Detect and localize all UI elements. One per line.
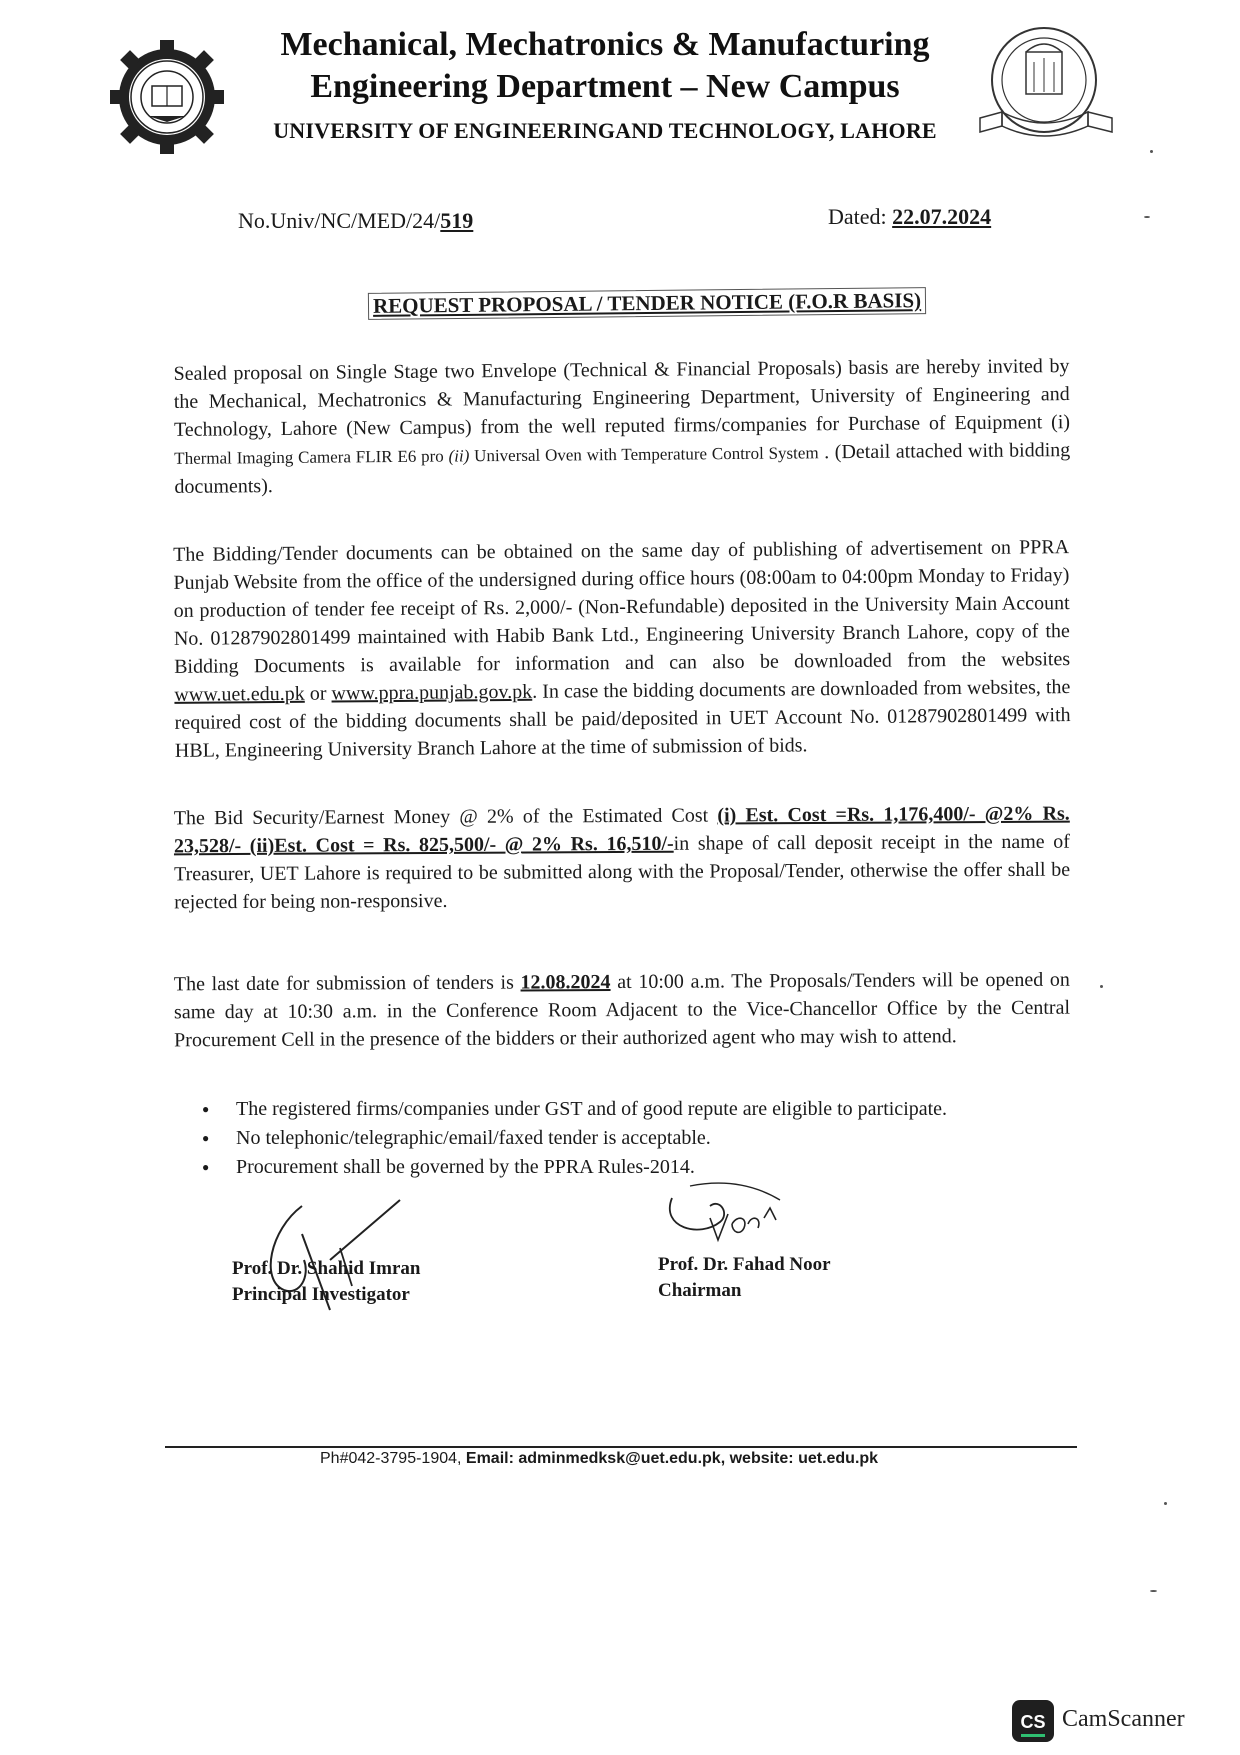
paragraph-invitation <box>173 352 1070 501</box>
signatory-title: Principal Investigator <box>232 1284 410 1305</box>
reference-number <box>238 208 473 234</box>
p3-text-b: in shape of call deposit receipt in the name of Treasurer, UET Lahore is required to be submitted along with the Proposal/Tender, otherwise the offer shall be rejected for being non-responsive. <box>174 830 1071 914</box>
paragraph-deadline <box>174 966 1070 1055</box>
signatory-principal-investigator <box>232 1256 420 1308</box>
camscanner-badge-text: CS <box>1020 1712 1046 1732</box>
p4-text-b: at 10:00 a.m. The Proposals/Tenders will be opened on same day at 10:30 a.m. in the Conference Room Adjacent to the Vice-Chancellor Office by the Central Procurement Cell in the presence of the bidders or their authorized agent who may wish to attend. <box>173 968 1071 1052</box>
p2-text-b: . In case the bidding documents are downloaded from websites, the required cost of the bidding documents shall be paid/deposited in UET Account No. 01287902801499 with HBL, Engineering University Branch Lahore at the time of submission of bids. <box>174 676 1071 762</box>
condition-item: ● The registered firms/companies under GST and of good repute are eligible to participate. <box>200 1095 1060 1124</box>
footer-divider <box>165 1446 1077 1448</box>
submission-deadline: 12.08.2024 <box>520 971 611 994</box>
signatory-title: Chairman <box>658 1280 742 1301</box>
footer-website[interactable]: uet.edu.pk <box>798 1450 879 1467</box>
footer-email[interactable]: adminmedksk@uet.edu.pk, <box>518 1450 730 1467</box>
dated-label: Dated: <box>828 204 893 229</box>
signatory-name: Prof. Dr. Shahid Imran <box>232 1258 421 1279</box>
uet-website-link[interactable]: www.uet.edu.pk <box>174 682 305 706</box>
university-gear-logo <box>108 38 226 156</box>
equipment-item-1: Thermal Imaging Camera FLIR E6 pro <box>174 446 444 468</box>
scan-speck <box>1100 985 1103 988</box>
notice-title: REQUEST PROPOSAL / TENDER NOTICE (F.O.R BASIS) <box>368 287 926 320</box>
signatory-name: Prof. Dr. Fahad Noor <box>658 1254 831 1275</box>
estimated-cost-detail: (i) Est. Cost =Rs. 1,176,400/- @2% Rs. 23,528/- (ii)Est. Cost = Rs. 825,500/- @ 2% Rs. 16,510/- <box>173 802 1070 858</box>
reference-serial: 519 <box>440 208 474 233</box>
camscanner-watermark: CamScanner <box>1062 1706 1185 1732</box>
department-name <box>240 24 970 108</box>
reference-date <box>828 204 991 230</box>
p2-text-a: The Bidding/Tender documents can be obtained on the same day of publishing of advertisement on PPRA Punjab Website from the office of the undersigned during office hours (08:00am to 04:00pm Monday to Friday) on production of tender fee receipt of Rs. 2,000/- (Non-Refundable) deposited in the University Main Account No. 01287902801499 maintained with Habib Bank Ltd., Engineering University Branch Lahore, copy of the Bidding Documents is available for information and can also be downloaded from the websites <box>173 536 1071 678</box>
reference-prefix: No.Univ/NC/MED/24/ <box>238 208 441 233</box>
university-name: UNIVERSITY OF ENGINEERINGAND TECHNOLOGY, LAHORE <box>273 118 937 143</box>
camscanner-logo-icon <box>1012 1700 1054 1742</box>
equipment-item-2: Universal Oven with Temperature Control System <box>469 443 819 466</box>
department-line-1: Mechanical, Mechatronics & Manufacturing <box>280 26 930 63</box>
p3-text-a: The Bid Security/Earnest Money @ 2% of the Estimated Cost <box>173 804 718 830</box>
scan-speck <box>1150 150 1153 153</box>
scan-speck <box>1144 216 1150 218</box>
footer-email-label: Email: <box>465 1450 519 1467</box>
ppra-website-link[interactable]: www.ppra.punjab.gov.pk <box>331 680 533 705</box>
conditions-list <box>200 1095 1060 1182</box>
university-centenary-logo <box>972 22 1122 150</box>
scan-speck <box>1164 1502 1167 1505</box>
footer-phone: Ph#042-3795-1904, <box>320 1450 466 1467</box>
p4-text-a: The last date for submission of tenders is <box>173 971 521 996</box>
condition-item: ● No telephonic/telegraphic/email/faxed tender is acceptable. <box>200 1124 1060 1153</box>
footer-contact <box>320 1450 878 1468</box>
p2-or: or <box>304 682 332 705</box>
department-line-2: Engineering Department – New Campus <box>310 68 900 105</box>
footer-website-label: website: <box>729 1450 799 1467</box>
p1-text-a: Sealed proposal on Single Stage two Envelope (Technical & Financial Proposals) basis are hereby invited by the Mechanical, Mechatronics & Manufacturing Engineering Department, University of Engineering and Technology, Lahore (New Campus) from the well reputed firms/companies for Purchase of Equipment (i) <box>173 355 1071 441</box>
signatory-chairman <box>658 1252 831 1304</box>
date-value: 22.07.2024 <box>892 204 992 229</box>
p1-text-b: . (Detail attached with bidding documents). <box>174 439 1071 498</box>
paragraph-bidding-documents <box>173 533 1071 765</box>
equipment-item-2-prefix: (ii) <box>443 446 470 466</box>
scan-speck <box>1150 1590 1157 1592</box>
condition-item: ● Procurement shall be governed by the PPRA Rules-2014. <box>200 1153 1060 1182</box>
signature-scribble-right <box>660 1178 810 1258</box>
paragraph-bid-security <box>174 800 1071 917</box>
